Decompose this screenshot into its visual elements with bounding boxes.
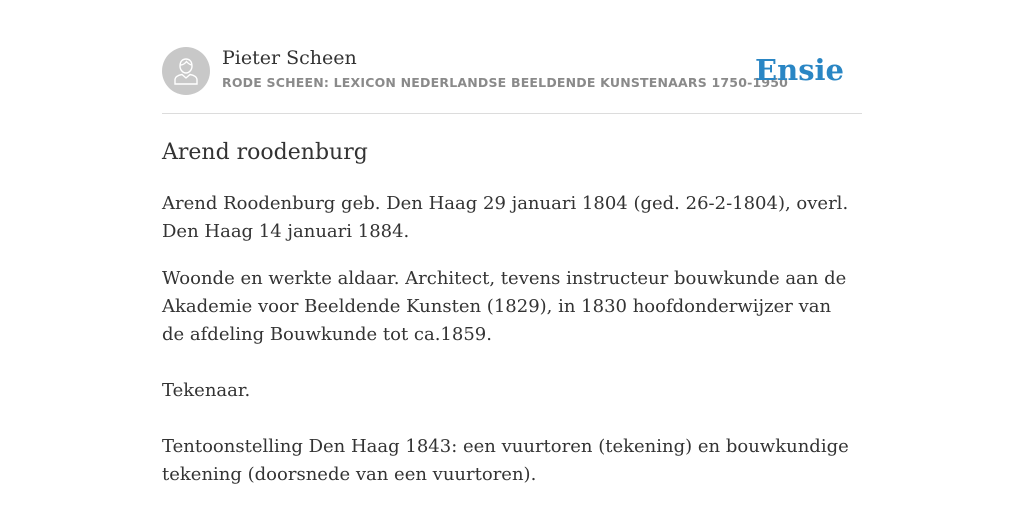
avatar[interactable] bbox=[162, 47, 210, 95]
paragraph: Tekenaar. bbox=[162, 380, 251, 401]
header bbox=[162, 46, 862, 96]
article-title: Arend roodenburg bbox=[162, 140, 368, 165]
user-icon bbox=[174, 57, 198, 85]
paragraph: Woonde en werkte aldaar. Architect, tevens instructeur bouwkunde aan de Akademie voor Beeldende Kunsten (1829), in 1830 hoofdonderwijzer van de afdeling Bouwkunde tot ca.1859. bbox=[162, 268, 847, 345]
paragraph: Arend Roodenburg geb. Den Haag 29 januari 1804 (ged. 26-2-1804), overl. Den Haag 14 januari 1884. bbox=[162, 193, 849, 242]
divider bbox=[162, 113, 862, 114]
paragraph: Tentoonstelling Den Haag 1843: een vuurtoren (tekening) en bouwkundige tekening (doorsnede van een vuurtoren). bbox=[162, 436, 849, 485]
ensie-logo[interactable]: Ensie bbox=[755, 53, 844, 87]
article-body bbox=[162, 190, 852, 489]
source-title[interactable]: RODE SCHEEN: LEXICON NEDERLANDSE BEELDENDE KUNSTENAARS 1750-1950 bbox=[222, 75, 789, 90]
author-name[interactable]: Pieter Scheen bbox=[222, 47, 357, 69]
